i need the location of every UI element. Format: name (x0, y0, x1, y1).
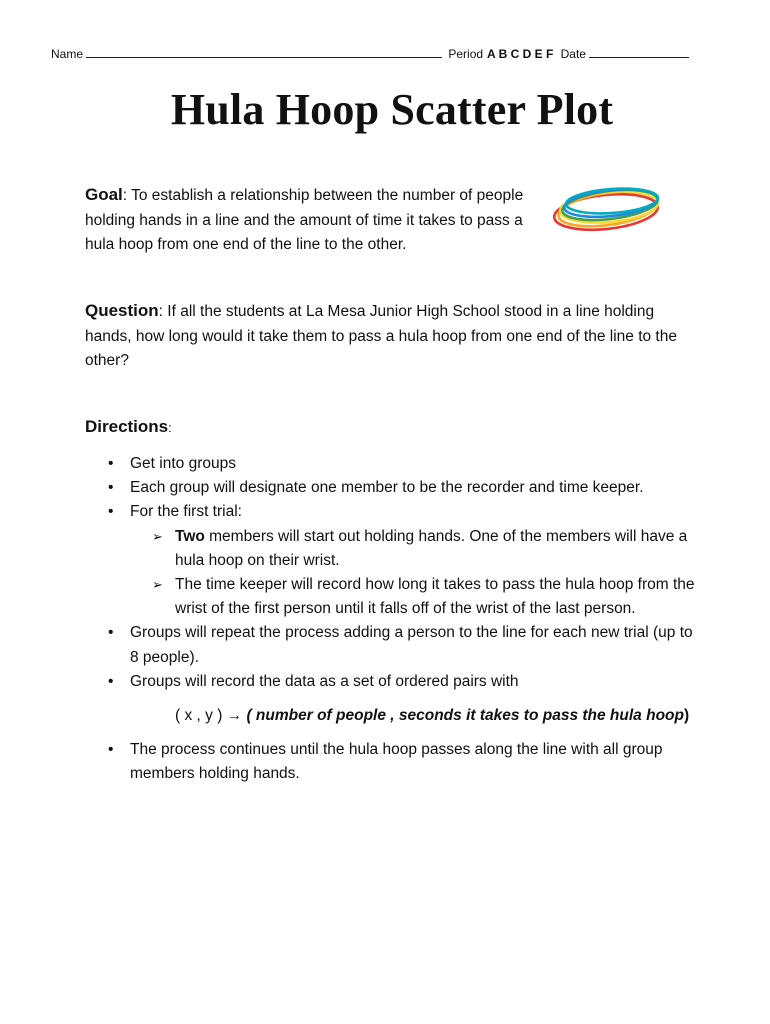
sub-list-item: ➢ The time keeper will record how long it takes to pass the hula hoop from the wrist of the first person until it falls off of the wrist of the last person. (130, 573, 700, 621)
question-text: : If all the students at La Mesa Junior High School stood in a line holding hands, how long would it take them to pass a hula hoop from one end of the line to the other? (85, 303, 677, 369)
bullet-icon: • (108, 503, 114, 521)
directions-heading (85, 415, 172, 441)
arrow-bullet-icon: ➢ (152, 528, 163, 544)
directions-colon: : (168, 420, 172, 435)
list-item: • Each group will designate one member to be the recorder and time keeper. (100, 476, 700, 500)
list-item: • The process continues until the hula hoop passes along the line with all group members holding hands. (100, 738, 700, 786)
list-item: • Groups will record the data as a set of ordered pairs with ( x , y ) → ( number of people , seconds it takes to pass the hula hoop) (100, 670, 700, 728)
bullet-icon: • (108, 455, 114, 472)
sub-list (130, 525, 700, 622)
directions-list (100, 452, 700, 787)
question-section (85, 299, 700, 374)
header-line (51, 47, 711, 61)
goal-label: Goal (85, 185, 123, 204)
directions-label: Directions (85, 417, 169, 436)
period-label: Period (448, 47, 484, 61)
goal-section (85, 183, 535, 258)
page-title: Hula Hoop Scatter Plot (170, 85, 614, 134)
bullet-icon: • (108, 624, 114, 642)
bullet-icon: • (108, 479, 114, 497)
name-label: Name (51, 47, 84, 61)
goal-text: : To establish a relationship between the number of people holding hands in a line and the amount of time it takes to pass a hula hoop from one end of the line to the other. (85, 187, 524, 253)
list-item: • Groups will repeat the process adding a person to the line for each new trial (up to 8 people). (100, 621, 700, 669)
name-field[interactable] (86, 47, 442, 58)
bullet-icon: • (108, 741, 114, 759)
bullet-icon: • (108, 672, 114, 690)
arrow-bullet-icon: ➢ (152, 577, 163, 593)
list-item: • Get into groups (100, 452, 700, 476)
ordered-pair-format: ( x , y ) → ( number of people , seconds it takes to pass the hula hoop) (175, 707, 690, 725)
date-label: Date (560, 47, 586, 61)
date-field[interactable] (589, 47, 689, 58)
question-label: Question (85, 301, 159, 320)
list-item: • For the first trial: ➢ Two members will start out holding hands. One of the members will have a hula hoop on their wrist. ➢ The time keeper will record how long it takes to pass the hula hoop from the wrist of the first person until it falls off of the wrist of the last person. (100, 500, 700, 621)
sub-list-item: ➢ Two members will start out holding hands. One of the members will have a hula hoop on their wrist. (130, 525, 700, 573)
period-options: A B C D E F (487, 47, 554, 61)
hula-hoops-image (546, 182, 666, 242)
